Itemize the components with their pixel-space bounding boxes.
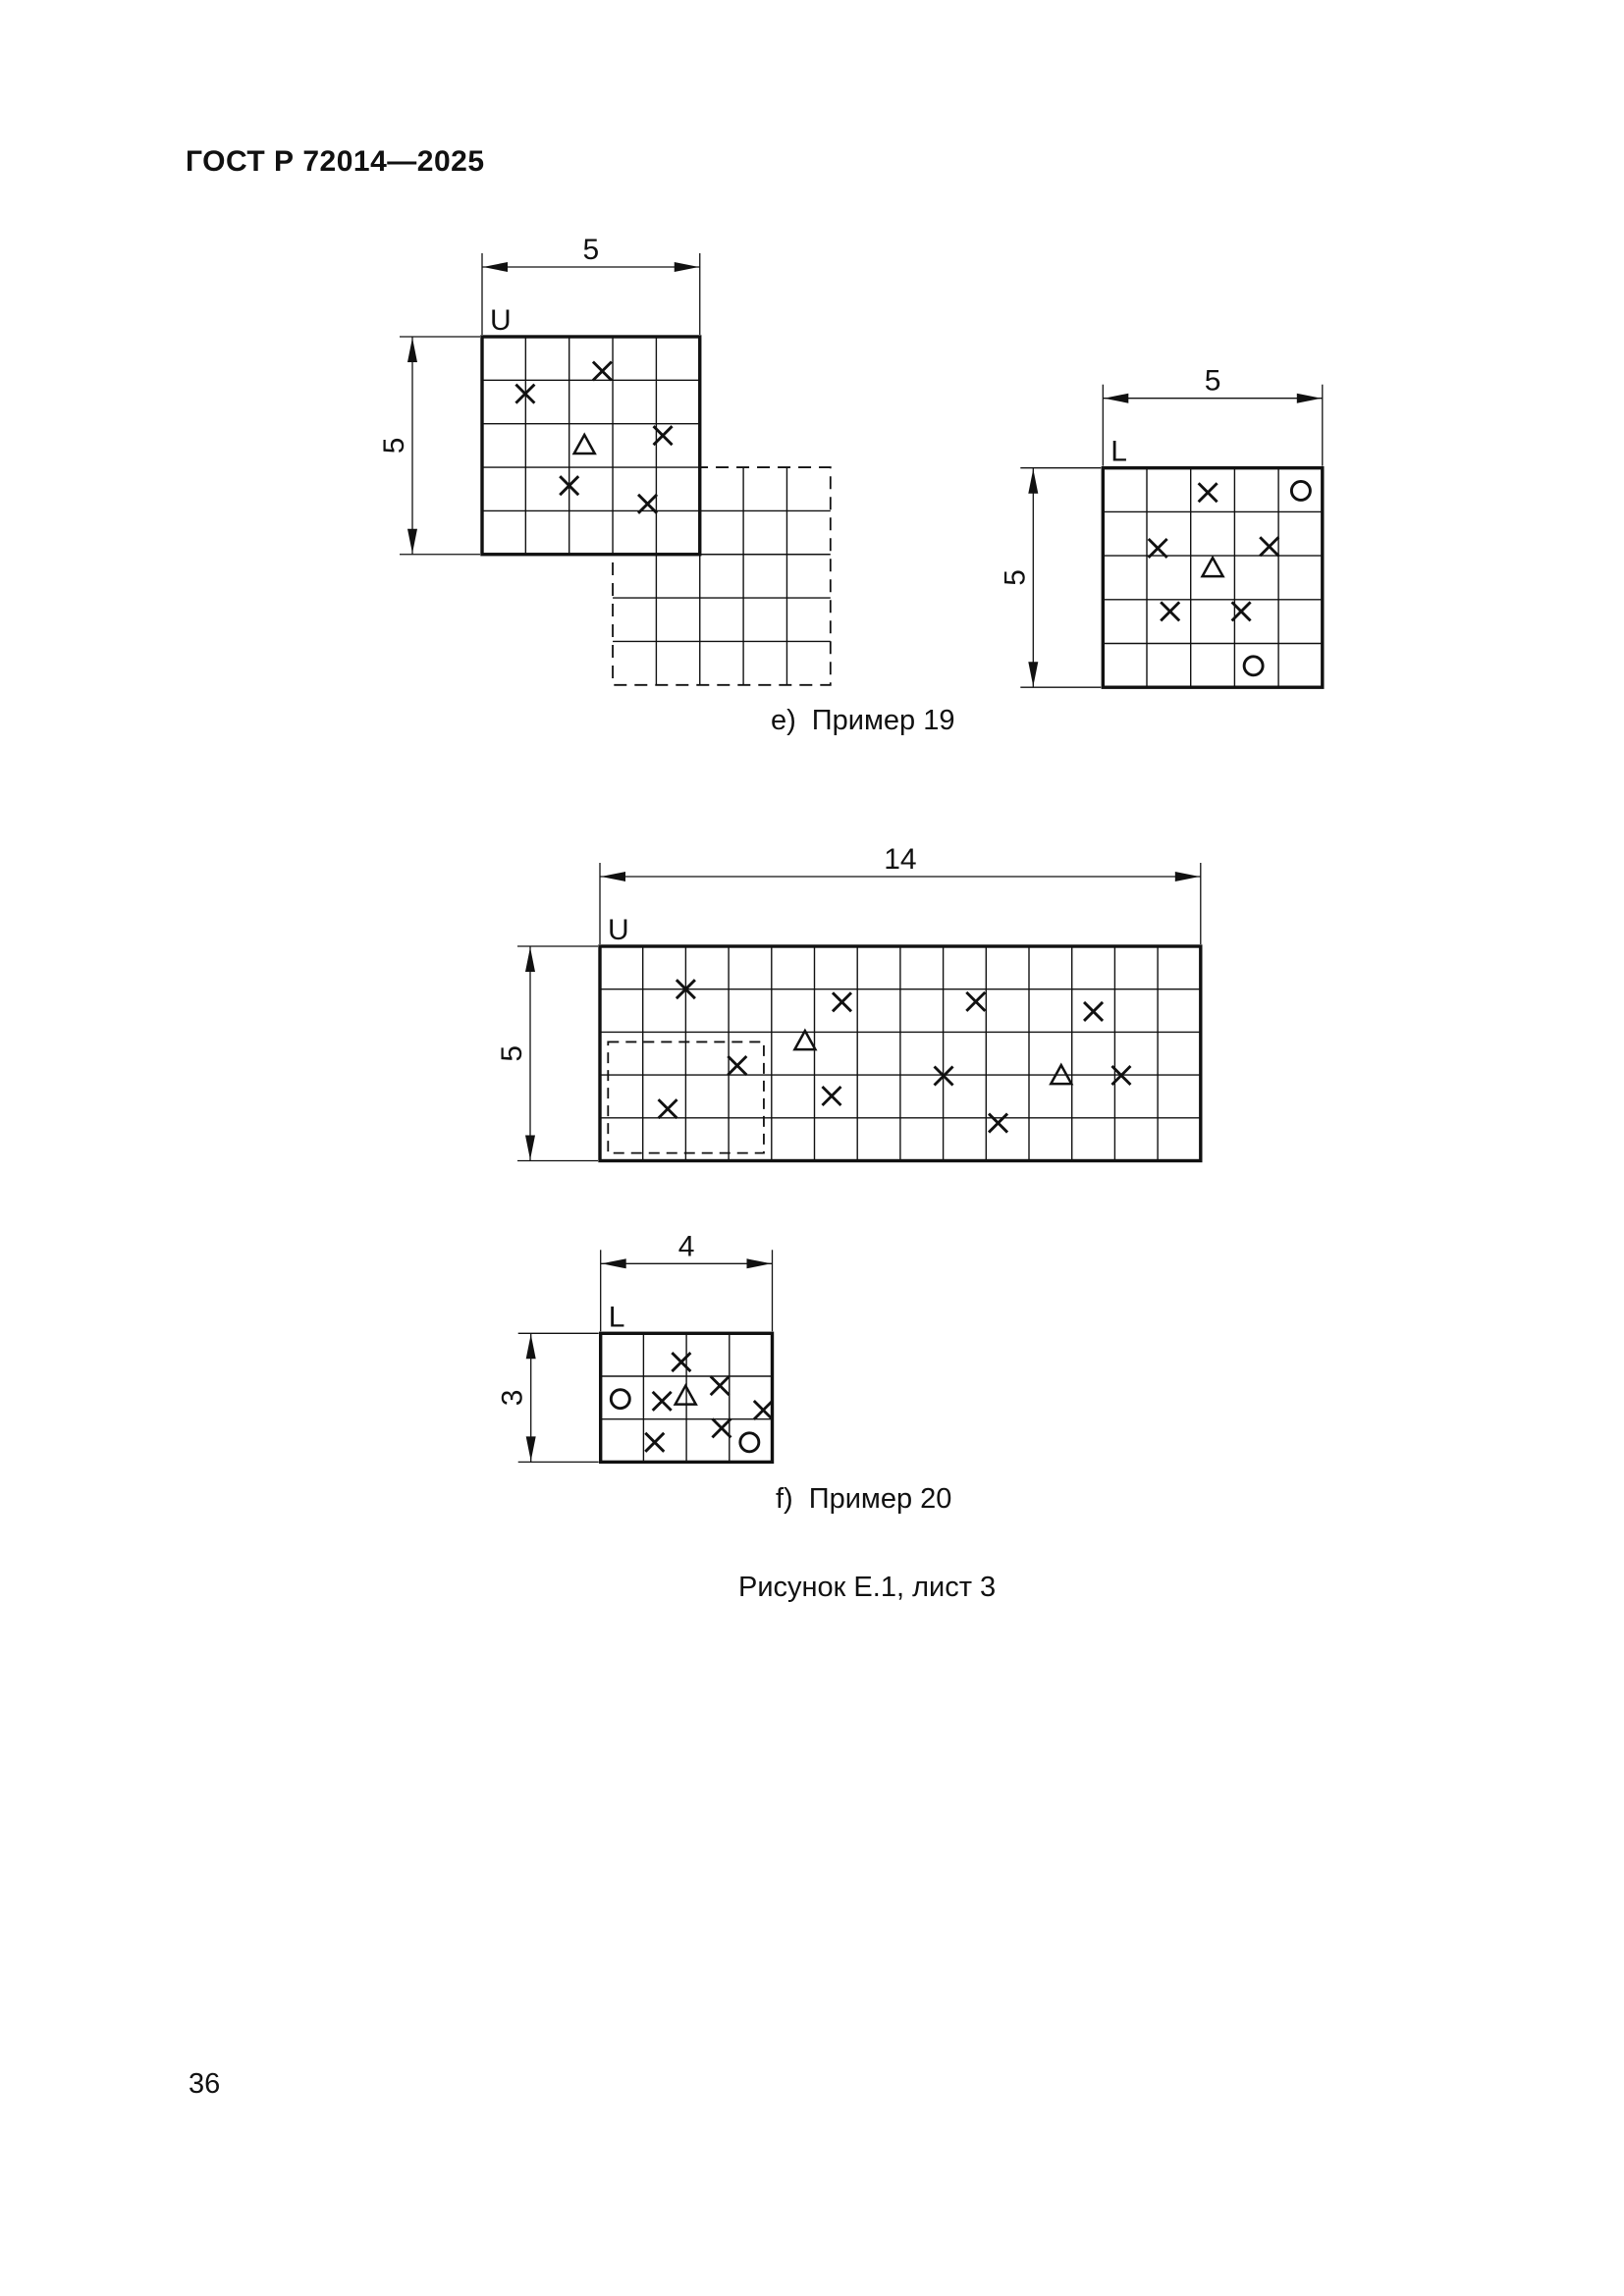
page-number: 36 bbox=[189, 2068, 221, 2100]
arrowhead-down-icon bbox=[407, 529, 417, 554]
arrowhead-down-icon bbox=[526, 1436, 536, 1461]
caption-text: Пример 19 bbox=[811, 705, 955, 736]
arrowhead-left-icon bbox=[601, 872, 625, 881]
dimension-top bbox=[482, 234, 700, 335]
grid-label: U bbox=[490, 304, 512, 337]
figure-caption: Рисунок Е.1, лист 3 bbox=[738, 1572, 997, 1603]
dimension-left bbox=[999, 468, 1101, 688]
arrowhead-left-icon bbox=[1104, 394, 1128, 403]
dimension-value: 14 bbox=[884, 843, 917, 876]
caption-example-19 bbox=[771, 705, 954, 737]
dimension-left bbox=[378, 337, 480, 555]
caption-example-20 bbox=[776, 1483, 951, 1516]
caption-prefix: е) bbox=[771, 705, 796, 736]
grid-u bbox=[600, 946, 1201, 1161]
caption-prefix: f) bbox=[776, 1483, 793, 1515]
standard-header: ГОСТ Р 72014—2025 bbox=[186, 145, 485, 178]
arrowhead-right-icon bbox=[1175, 872, 1200, 881]
arrowhead-right-icon bbox=[747, 1258, 772, 1268]
arrowhead-up-icon bbox=[525, 947, 535, 972]
grid-label: L bbox=[1110, 435, 1127, 468]
dimension-value: 3 bbox=[496, 1389, 529, 1407]
dimension-value: 4 bbox=[677, 1230, 695, 1263]
diagram-example20-upper-grid bbox=[496, 843, 1201, 1161]
diagram-example20-lower-grid bbox=[497, 1230, 773, 1462]
grid-label: U bbox=[608, 914, 629, 946]
dimension-value: 5 bbox=[582, 234, 600, 266]
dimension-top bbox=[601, 1230, 773, 1334]
dimension-top bbox=[1103, 365, 1323, 466]
grid-l bbox=[601, 1333, 773, 1462]
grid-label: L bbox=[608, 1301, 625, 1334]
arrowhead-up-icon bbox=[407, 338, 417, 362]
arrowhead-up-icon bbox=[1028, 469, 1038, 494]
arrowhead-down-icon bbox=[525, 1136, 535, 1160]
dimension-value: 5 bbox=[378, 437, 410, 454]
caption-text: Пример 20 bbox=[808, 1483, 952, 1515]
diagram-example19-lower-grid bbox=[999, 365, 1323, 688]
arrowhead-down-icon bbox=[1028, 662, 1038, 686]
dimension-left bbox=[496, 946, 598, 1161]
arrowhead-right-icon bbox=[1297, 394, 1322, 403]
grid-l bbox=[1103, 468, 1323, 688]
diagram-example19-upper-grid bbox=[378, 234, 831, 685]
dimension-value: 5 bbox=[999, 569, 1032, 586]
dimension-left bbox=[497, 1333, 599, 1462]
dimension-top bbox=[600, 843, 1201, 944]
arrowhead-left-icon bbox=[483, 262, 508, 272]
dimension-value: 5 bbox=[1204, 364, 1221, 398]
arrowhead-up-icon bbox=[526, 1334, 536, 1359]
arrowhead-left-icon bbox=[602, 1258, 626, 1268]
arrowhead-right-icon bbox=[675, 262, 699, 272]
dimension-value: 5 bbox=[496, 1044, 528, 1062]
